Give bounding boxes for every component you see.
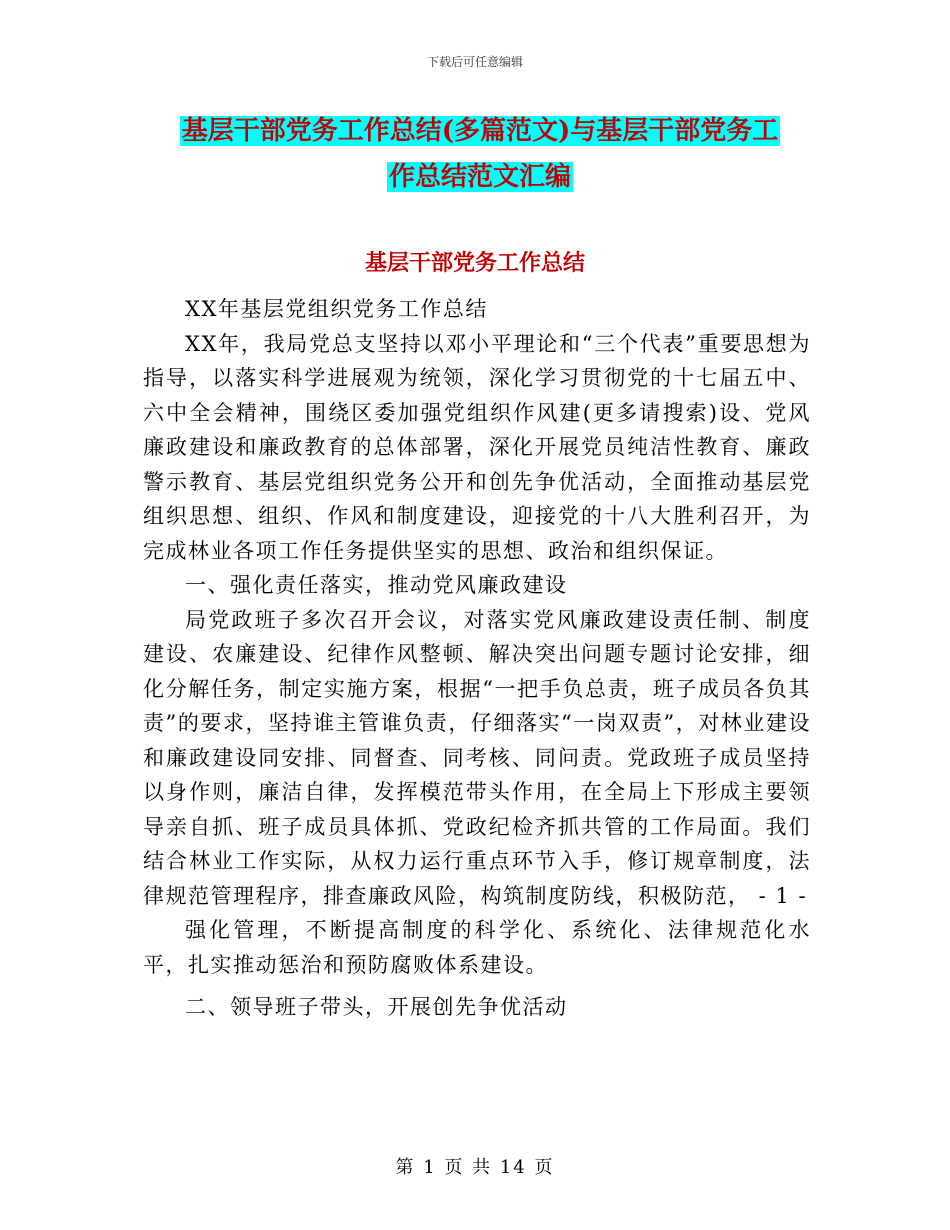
document-title bbox=[120, 108, 840, 200]
document-title-line1: 基层干部党务工作总结(多篇范文)与基层干部党务工 bbox=[181, 116, 779, 146]
paragraph: XX年，我局党总支坚持以邓小平理论和“三个代表”重要思想为指导，以落实科学进展观为统领，深化学习贯彻党的十七届五中、六中全会精神，围绕区委加强党组织作风建(更多请搜索)设、党风廉政建设和廉政教育的总体部署，深化开展党员纯洁性教育、廉政警示教育、基层党组织党务公开和创先争优活动，全面推动基层党组织思想、组织、作风和制度建设，迎接党的十八大胜利召开，为完成林业各项工作任务提供坚实的思想、政治和组织保证。 bbox=[143, 331, 811, 563]
paragraph: 局党政班子多次召开会议，对落实党风廉政建设责任制、制度建设、农廉建设、纪律作风整顿、解决突出问题专题讨论安排，细化分解任务，制定实施方案，根据“一把手负总责，班子成员各负其责”的要求，坚持谁主管谁负责，仔细落实“一岗双责”，对林业建设和廉政建设同安排、同督查、同考核、同问责。党政班子成员坚持以身作则，廉洁自律，发挥模范带头作用，在全局上下形成主要领导亲自抓、班子成员具体抓、党政纪检齐抓共管的工作局面。我们结合林业工作实际，从权力运行重点环节入手，修订规章制度，法律规范管理程序，排查廉政风险，构筑制度防线，积极防范， - 1 - bbox=[143, 607, 811, 908]
paragraph-subtitle: XX年基层党组织党务工作总结 bbox=[185, 297, 488, 321]
paragraph-heading: 一、强化责任落实，推动党风廉政建设 bbox=[185, 573, 568, 597]
page-footer: 第 1 页 共 14 页 bbox=[395, 1157, 555, 1178]
header-note: 下载后可任意编辑 bbox=[426, 55, 523, 69]
document-title-line2: 作总结范文汇编 bbox=[388, 162, 571, 192]
paragraph-heading: 二、领导班子带头，开展创先争优活动 bbox=[185, 995, 568, 1019]
paragraph: 强化管理，不断提高制度的科学化、系统化、法律规范化水平，扎实推动惩治和预防腐败体系建设。 bbox=[143, 918, 811, 977]
document-body bbox=[143, 292, 811, 1025]
section-title: 基层干部党务工作总结 bbox=[364, 250, 585, 276]
